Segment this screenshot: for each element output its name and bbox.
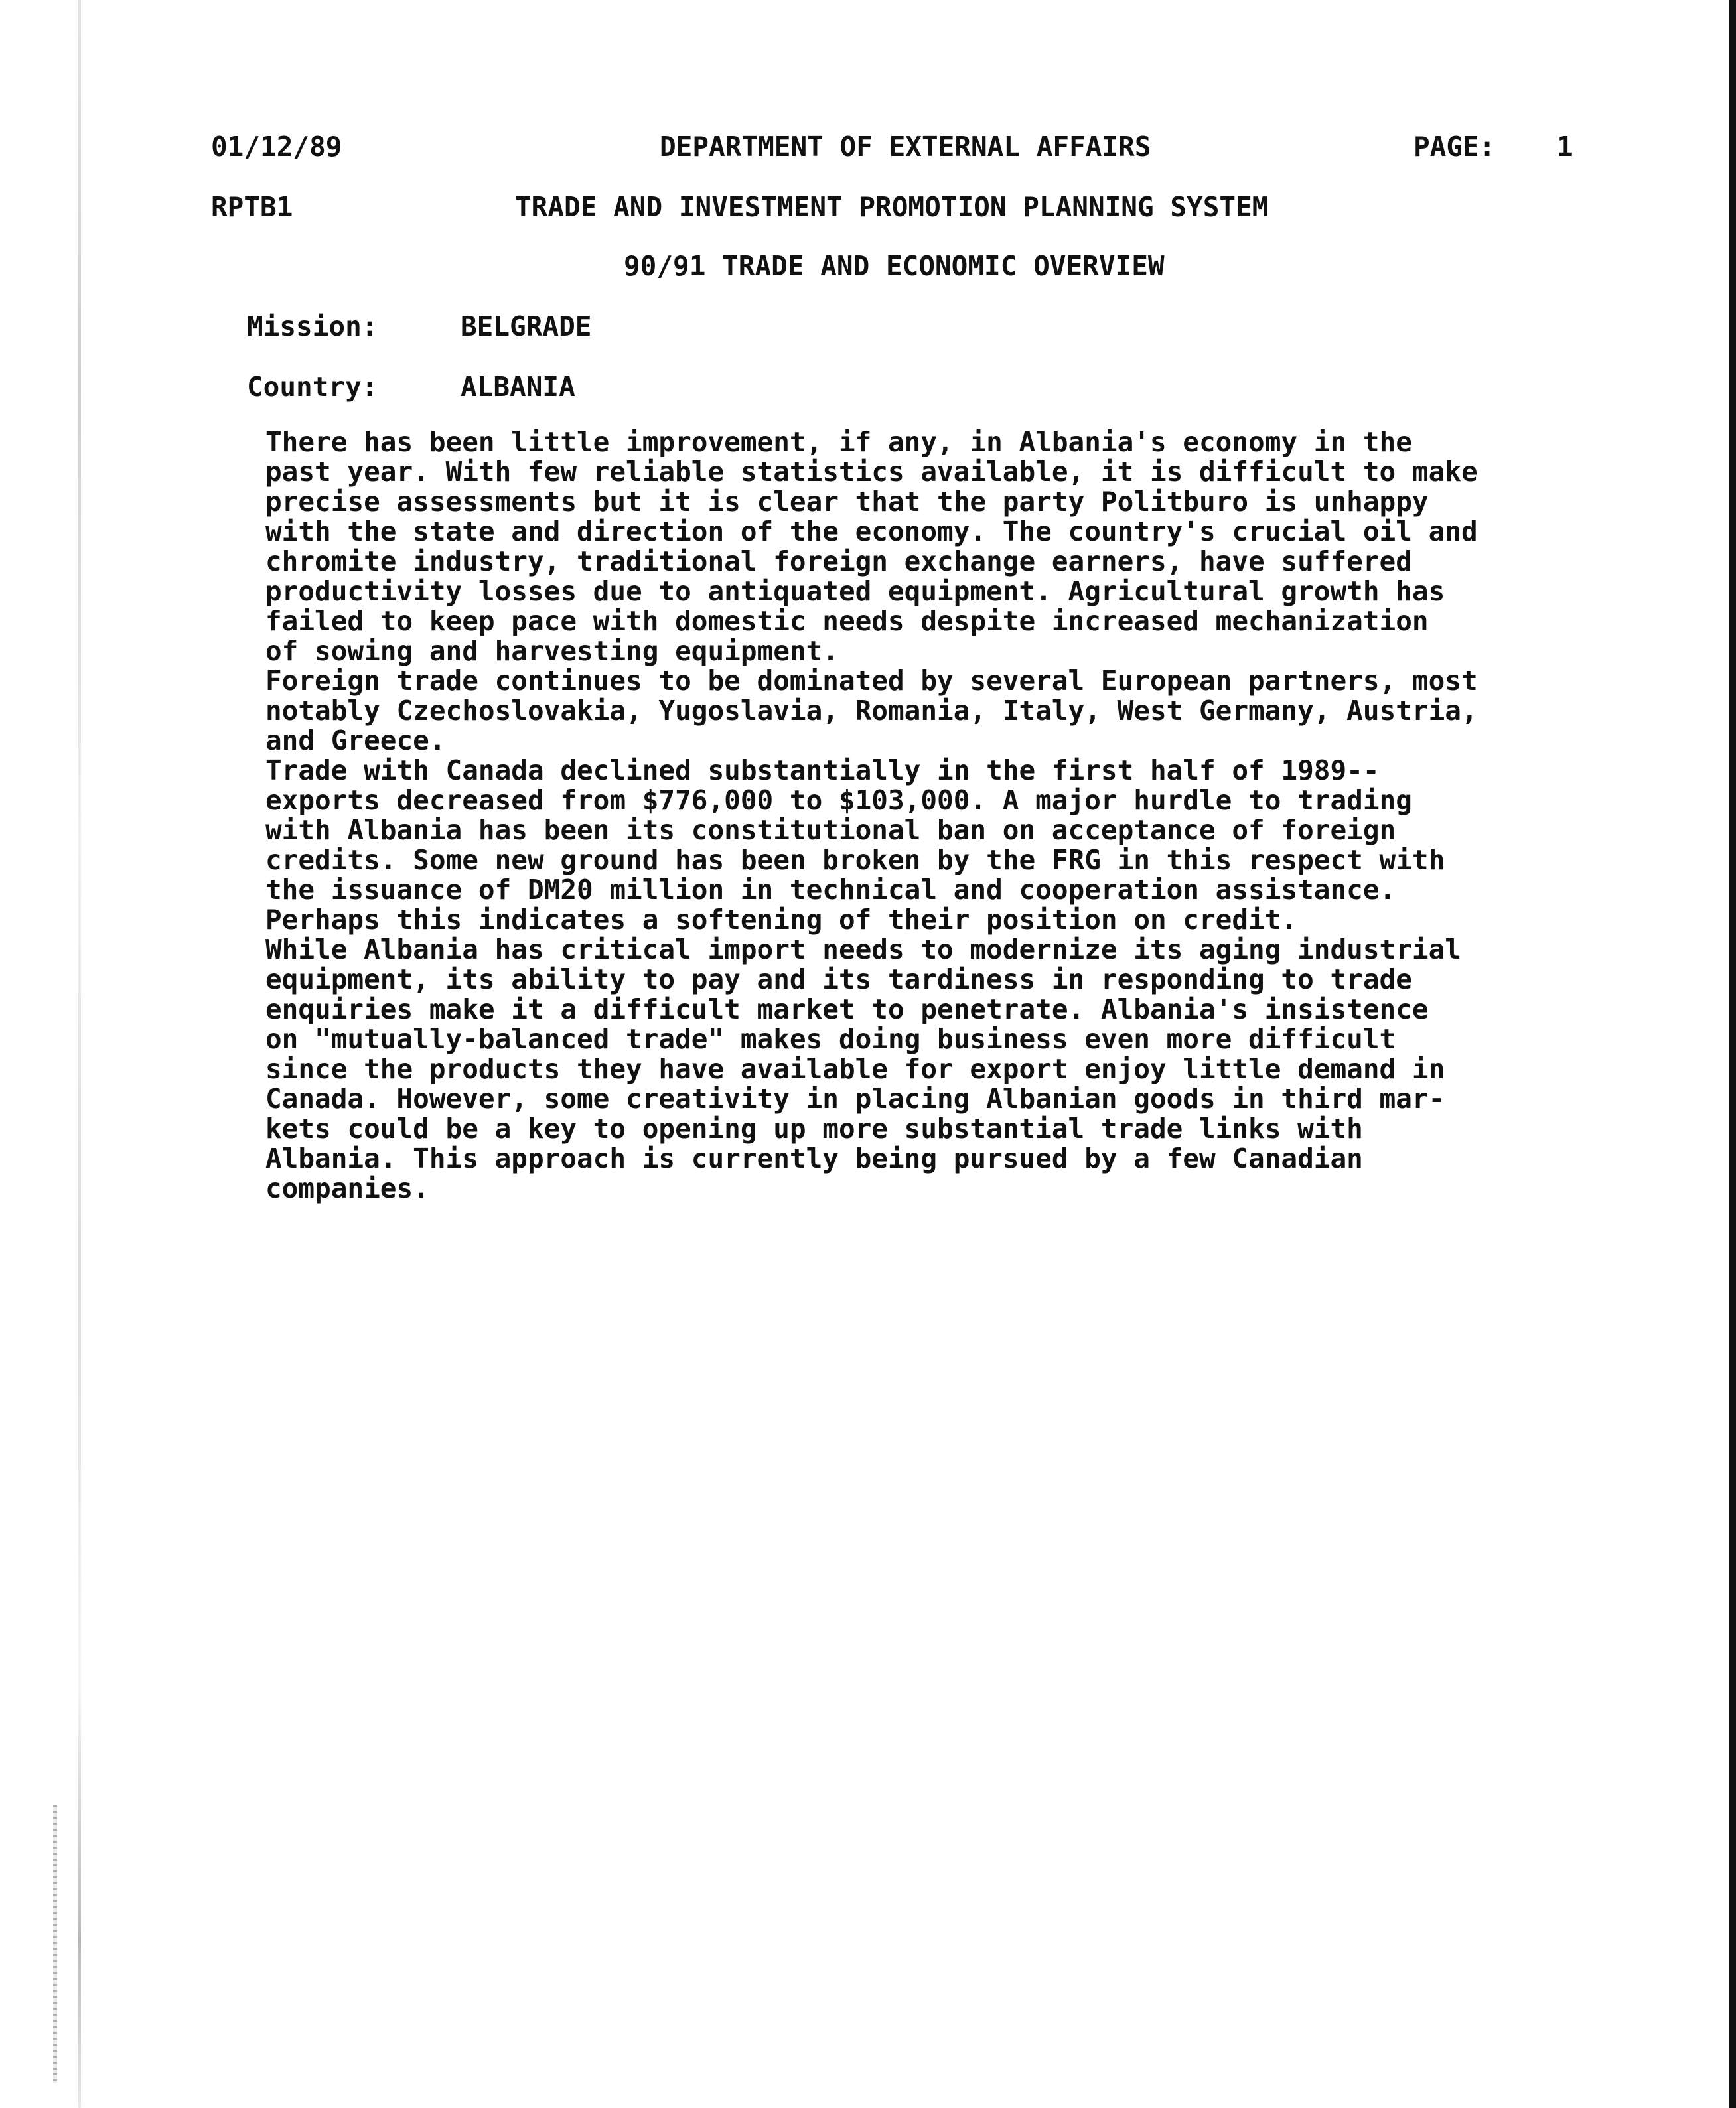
report-title: 90/91 TRADE AND ECONOMIC OVERVIEW — [624, 250, 1165, 282]
paragraph-1-line: of sowing and harvesting equipment. — [265, 635, 839, 667]
department-name: DEPARTMENT OF EXTERNAL AFFAIRS — [660, 131, 1151, 163]
paragraph-4-line: While Albania has critical import needs to modernize its aging industrial — [265, 934, 1461, 965]
report-date: 01/12/89 — [211, 131, 342, 163]
paragraph-1-line: past year. With few reliable statistics available, it is difficult to make — [265, 456, 1478, 488]
paragraph-4-line: companies. — [265, 1172, 429, 1204]
paragraph-3-line: Perhaps this indicates a softening of their position on credit. — [265, 904, 1298, 936]
scan-edge-right — [1729, 0, 1736, 2108]
paragraph-4-line: Albania. This approach is currently being pursued by a few Canadian — [265, 1143, 1363, 1174]
mission-value: BELGRADE — [461, 311, 592, 342]
paragraph-2-line: Foreign trade continues to be dominated by several European partners, most — [265, 665, 1478, 697]
paragraph-4-line: equipment, its ability to pay and its tardiness in responding to trade — [265, 963, 1412, 995]
paragraph-4-line: Canada. However, some creativity in placing Albanian goods in third mar- — [265, 1083, 1445, 1115]
system-title: TRADE AND INVESTMENT PROMOTION PLANNING SYSTEM — [515, 191, 1269, 223]
mission-label: Mission: — [247, 311, 378, 342]
paragraph-1-line: with the state and direction of the economy. The country's crucial oil and — [265, 516, 1478, 547]
paragraph-3-line: Trade with Canada declined substantially in the first half of 1989-- — [265, 754, 1380, 786]
paragraph-3-line: with Albania has been its constitutional ban on acceptance of foreign — [265, 814, 1396, 846]
page-number: 1 — [1557, 131, 1573, 163]
page-label: PAGE: — [1413, 131, 1496, 163]
report-code: RPTB1 — [211, 191, 293, 223]
paragraph-2-line: and Greece. — [265, 725, 446, 756]
scan-edge-artifact — [53, 1805, 57, 2083]
country-value: ALBANIA — [461, 371, 575, 403]
overview-text — [265, 427, 1599, 1204]
paragraph-4-line: enquiries make it a difficult market to penetrate. Albania's insistence — [265, 993, 1429, 1025]
paragraph-3-line: credits. Some new ground has been broken by the FRG in this respect with — [265, 844, 1445, 876]
paragraph-1-line: chromite industry, traditional foreign exchange earners, have suffered — [265, 545, 1412, 577]
paragraph-1-line: failed to keep pace with domestic needs despite increased mechanization — [265, 605, 1429, 637]
paragraph-1-line: precise assessments but it is clear that the party Politburo is unhappy — [265, 486, 1429, 518]
paragraph-3-line: exports decreased from $776,000 to $103,000. A major hurdle to trading — [265, 784, 1412, 816]
paragraph-2-line: notably Czechoslovakia, Yugoslavia, Romania, Italy, West Germany, Austria, — [265, 695, 1478, 727]
paragraph-4-line: kets could be a key to opening up more substantial trade links with — [265, 1113, 1363, 1145]
paragraph-1-line: There has been little improvement, if any, in Albania's economy in the — [265, 426, 1412, 458]
paragraph-4-line: since the products they have available for export enjoy little demand in — [265, 1053, 1445, 1085]
paragraph-1-line: productivity losses due to antiquated equipment. Agricultural growth has — [265, 575, 1445, 607]
scan-edge-left — [78, 0, 81, 2108]
country-label: Country: — [247, 371, 378, 403]
paragraph-4-line: on "mutually-balanced trade" makes doing business even more difficult — [265, 1023, 1396, 1055]
paragraph-3-line: the issuance of DM20 million in technical and cooperation assistance. — [265, 874, 1396, 906]
